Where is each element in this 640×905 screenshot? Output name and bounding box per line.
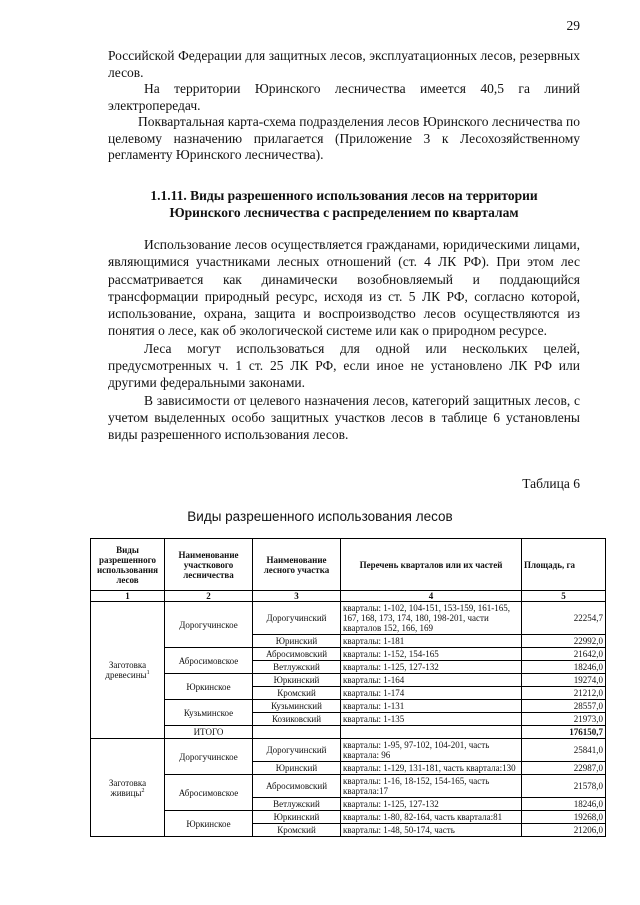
area-cell: 22254,7 [522,602,606,635]
col-number: 5 [522,591,606,602]
use-type-cell: Заготовка древесины$^1$ [91,602,165,739]
table-row [91,602,606,635]
paragraph: Российской Федерации для защитных лесов, эксплуатационных лесов, резервных лесов. [108,48,580,80]
paragraph: На территории Юринского лесничества имеется 40,5 га линий электропередач. [108,81,580,113]
quarters-cell: кварталы: 1-181 [341,635,522,648]
empty-cell [253,726,341,739]
header-forest-plot: Наименование лесного участка [253,539,341,591]
heading-line: Юринского лесничества с распределением по кварталам [169,204,519,220]
quarters-cell: кварталы: 1-125, 127-132 [341,798,522,811]
intro-text [108,48,580,164]
quarters-cell: кварталы: 1-164 [341,674,522,687]
district-cell: Кузьминское [165,700,253,726]
area-cell: 19268,0 [522,811,606,824]
total-row [91,726,606,739]
area-cell: 18246,0 [522,798,606,811]
area-cell: 21578,0 [522,775,606,798]
quarters-cell: кварталы: 1-95, 97-102, 104-201, часть квартала: 96 [341,739,522,762]
area-cell: 18246,0 [522,661,606,674]
area-cell: 21973,0 [522,713,606,726]
area-cell: 21206,0 [522,824,606,837]
col-number: 1 [91,591,165,602]
district-cell: Абросимовское [165,648,253,674]
quarters-cell: кварталы: 1-174 [341,687,522,700]
col-number: 3 [253,591,341,602]
quarters-cell: кварталы: 1-102, 104-151, 153-159, 161-165, 167, 168, 173, 174, 180, 198-201, части кварталов 152, 166, 169 [341,602,522,635]
header-quarters: Перечень кварталов или их частей [341,539,522,591]
header-area: Площадь, га [522,539,606,591]
plot-cell: Ветлужский [253,798,341,811]
area-cell: 19274,0 [522,674,606,687]
area-cell: 28557,0 [522,700,606,713]
paragraph: В зависимости от целевого назначения лесов, категорий защитных лесов, с учетом выделенных особо защитных участков лесов в таблице 6 установлены виды разрешенного использования лесов. [108,392,580,443]
header-use-type: Виды разрешенного использования лесов [91,539,165,591]
quarters-cell: кварталы: 1-16, 18-152, 154-165, часть квартала:17 [341,775,522,798]
column-numbers-row [91,591,606,602]
plot-cell: Кромский [253,824,341,837]
area-cell: 21642,0 [522,648,606,661]
col-number: 2 [165,591,253,602]
quarters-cell: кварталы: 1-152, 154-165 [341,648,522,661]
total-area: 176150,7 [522,726,606,739]
quarters-cell: кварталы: 1-135 [341,713,522,726]
footnote-marker: 1 [146,670,150,676]
plot-cell: Абросимовский [253,775,341,798]
table-row [91,648,606,661]
table-row [91,811,606,824]
paragraph: Поквартальная карта-схема подразделения лесов Юринского лесничества по целевому назначению прилагается (Приложение 3 к Лесохозяйственному регламенту Юринского лесничества). [108,114,580,162]
paragraph: Леса могут использоваться для одной или нескольких целей, предусмотренных ч. 1 ст. 25 ЛК РФ, если иное не установлено ЛК РФ или другими федеральными законами. [108,340,580,391]
plot-cell: Юринский [253,762,341,775]
table-title: Виды разрешенного использования лесов [187,509,453,524]
quarters-cell: кварталы: 1-48, 50-174, часть [341,824,522,837]
district-cell: Абросимовское [165,775,253,811]
header-district-forestry: Наименование участкового лесничества [165,539,253,591]
plot-cell: Дорогучинский [253,739,341,762]
plot-cell: Юринский [253,635,341,648]
section-heading [108,188,580,221]
plot-cell: Юркинский [253,674,341,687]
area-cell: 22987,0 [522,762,606,775]
col-number: 4 [341,591,522,602]
plot-cell: Абросимовский [253,648,341,661]
page-number: 29 [566,18,580,33]
district-cell: Дорогучинское [165,739,253,775]
table-number: Таблица 6 [522,476,580,491]
empty-cell [341,726,522,739]
district-cell: Юркинское [165,811,253,837]
use-type-cell: Заготовка живицы$^2$ [91,739,165,837]
area-cell: 25841,0 [522,739,606,762]
plot-cell: Ветлужский [253,661,341,674]
footnote-marker: 2 [141,787,145,794]
plot-cell: Козиковский [253,713,341,726]
table-row [91,700,606,713]
table-row [91,674,606,687]
plot-cell: Дорогучинский [253,602,341,635]
table-row [91,775,606,798]
quarters-cell: кварталы: 1-131 [341,700,522,713]
table-row [91,739,606,762]
quarters-cell: кварталы: 1-129, 131-181, часть квартала:130 [341,762,522,775]
plot-cell: Кузьминский [253,700,341,713]
district-cell: Дорогучинское [165,602,253,648]
quarters-cell: кварталы: 1-125, 127-132 [341,661,522,674]
table-container [90,538,603,896]
area-cell: 22992,0 [522,635,606,648]
use-types-table [90,538,606,837]
quarters-cell: кварталы: 1-80, 82-164, часть квартала:81 [341,811,522,824]
plot-cell: Юркинский [253,811,341,824]
plot-cell: Кромский [253,687,341,700]
table-header-row [91,539,606,591]
body-text [108,236,580,444]
paragraph: Использование лесов осуществляется гражданами, юридическими лицами, являющимися участниками лесных отношений (ст. 4 ЛК РФ). При этом лес рассматривается как динамически возобновляемый и поддающийся трансформации природный ресурс, исходя из ст. 5 ЛК РФ, согласно которой, использование, охрана, защита и воспроизводство лесов осуществляются из понятия о лесе, как об экологической системе или как о природном ресурсе. [108,237,580,339]
district-cell: Юркинское [165,674,253,700]
total-label: ИТОГО [165,726,253,739]
area-cell: 21212,0 [522,687,606,700]
heading-line: 1.1.11. Виды разрешенного использования лесов на территории [150,188,538,203]
